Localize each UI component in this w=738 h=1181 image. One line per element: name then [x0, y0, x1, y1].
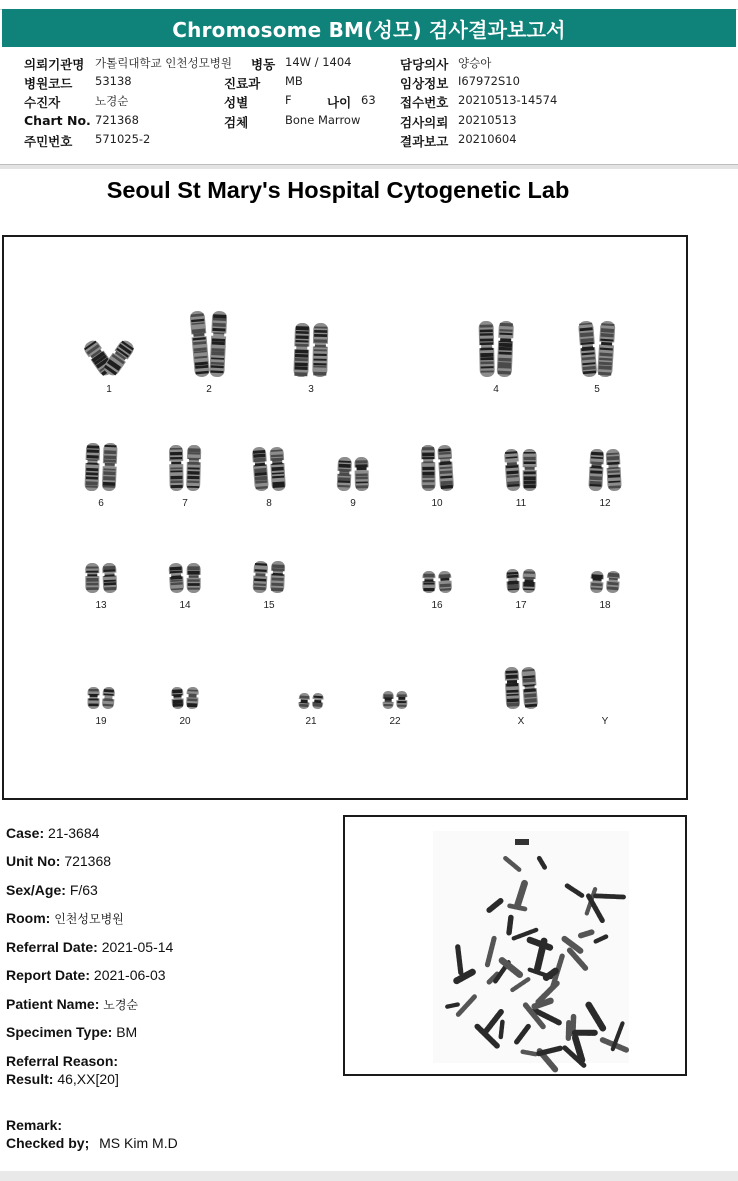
karyotype-result-value: 46,XX[20] [57, 1071, 119, 1087]
result-date-label: 결과보고 [400, 134, 449, 149]
info-row-2 [0, 74, 738, 93]
chromosome-label-2: 2 [206, 384, 212, 395]
karyogram [2, 235, 688, 800]
clinical-value: I67972S10 [458, 74, 520, 88]
metaphase-chromosome [581, 932, 592, 935]
chromosome-pair-X [503, 666, 539, 709]
clinical-label: 임상정보 [400, 76, 449, 91]
metaphase-chromosome [596, 896, 624, 897]
report-date-label: Report Date: [6, 967, 91, 983]
chromosome-pair-9 [336, 457, 370, 492]
chromosome-10a [420, 445, 437, 491]
metaphase-chromosome [523, 1052, 536, 1054]
unit-row [6, 853, 111, 869]
lab-title: Seoul St Mary's Hospital Cytogenetic Lab [106, 177, 570, 203]
chromosome-label-11: 11 [515, 498, 527, 509]
case-label: Case: [6, 825, 45, 841]
age-label: 나이 [327, 95, 352, 110]
metaphase-chromosome [510, 906, 525, 909]
chromosome-4b [496, 321, 515, 378]
chromosome-6b [101, 443, 119, 492]
chromosome-2b [208, 311, 228, 378]
case-value: 21-3684 [48, 825, 100, 841]
specimen-type-label: Specimen Type: [6, 1024, 113, 1040]
id-label: 주민번호 [24, 134, 73, 149]
ward-label: 병동 [251, 57, 276, 72]
chromosome-7b [185, 445, 202, 491]
chromosome-label-6: 6 [98, 498, 104, 509]
specimen-label: 검체 [224, 115, 249, 130]
chromosome-9a [336, 457, 353, 492]
chromosome-13a [84, 563, 100, 593]
specimen-row [6, 1024, 137, 1040]
specimen-value: Bone Marrow [285, 113, 361, 127]
chromosome-Xa [503, 667, 521, 710]
result-row [6, 1071, 119, 1087]
patient-info-panel [0, 48, 738, 165]
request-label: 검사의뢰 [400, 115, 449, 130]
sex-label: 성별 [224, 95, 249, 110]
chromosome-14a [167, 563, 185, 594]
sex-value: F [285, 93, 292, 107]
room-value: 인천성모병원 [54, 912, 124, 926]
chromosome-12a [587, 449, 605, 492]
checked-by-value: MS Kim M.D [99, 1135, 178, 1151]
chromosome-3b [311, 323, 329, 377]
chromosome-18a [589, 571, 605, 594]
chromosome-22b [395, 691, 408, 709]
chromosome-3a [292, 323, 311, 378]
metaphase-chromosome [458, 947, 461, 973]
patient-value: 노경순 [95, 94, 129, 108]
chromosome-pair-14 [167, 563, 201, 594]
metaphase-spread [343, 815, 687, 1076]
chromosome-18b [605, 570, 622, 593]
case-row [6, 825, 99, 841]
chromosome-5b [596, 321, 617, 378]
chromosome-label-20: 20 [179, 716, 191, 727]
chromosome-pair-20 [170, 687, 200, 710]
room-label: Room: [6, 910, 51, 926]
hospital-value: 가톨릭대학교 인천성모병원 [95, 56, 232, 70]
reason-row [6, 1053, 118, 1069]
chromosome-label-5: 5 [594, 384, 600, 395]
request-value: 20210513 [458, 113, 517, 127]
name-row [6, 996, 138, 1013]
chromosome-label-1: 1 [106, 384, 112, 395]
specimen-type-value: BM [116, 1024, 138, 1040]
chromosome-label-X: X [517, 716, 525, 727]
chromosome-22a [382, 691, 395, 709]
remark-label: Remark: [6, 1117, 63, 1133]
result-date-value: 20210604 [458, 132, 517, 146]
chromosome-label-13: 13 [95, 600, 107, 611]
report-date-value: 2021-06-03 [93, 967, 166, 983]
chromosome-label-16: 16 [431, 600, 443, 611]
metaphase-chromosome [509, 917, 511, 932]
chromosome-7a [168, 445, 185, 491]
sexage-label: Sex/Age: [6, 882, 66, 898]
chromosome-pair-19 [86, 687, 116, 710]
id-value: 571025-2 [95, 132, 151, 146]
remark-row [6, 1117, 62, 1133]
chromosome-17b [521, 569, 537, 593]
chromosome-21b [311, 692, 325, 709]
referral-value: 2021-05-14 [101, 939, 174, 955]
chromosome-label-4: 4 [493, 384, 499, 395]
info-row-4 [0, 113, 738, 132]
doctor-label: 담당의사 [400, 57, 449, 72]
chromosome-11a [503, 449, 522, 492]
code-value: 53138 [95, 74, 132, 88]
chromosome-14b [186, 563, 202, 593]
chromosome-label-3: 3 [308, 384, 314, 395]
chromosome-20b [185, 687, 200, 710]
bottom-strip [0, 1171, 738, 1181]
metaphase-chromosome [501, 1022, 503, 1037]
chromosome-2a [188, 310, 211, 377]
checked-row [6, 1135, 178, 1151]
dept-value: MB [285, 74, 303, 88]
patient-name-label: Patient Name: [6, 996, 100, 1012]
chromosome-pair-11 [503, 449, 538, 492]
chromosome-label-14: 14 [179, 600, 191, 611]
info-row-3 [0, 93, 738, 112]
chromosome-pair-3 [292, 323, 329, 378]
sexage-value: F/63 [69, 882, 98, 898]
info-row-5 [0, 132, 738, 151]
chromosome-12b [605, 449, 623, 492]
chromosome-pair-12 [587, 449, 623, 492]
unit-value: 721368 [64, 853, 112, 869]
chromosome-4a [478, 321, 496, 377]
report-title: Chromosome BM(성모) 검사결과보고서 [172, 17, 566, 42]
chromosome-pair-17 [505, 569, 537, 594]
chromosome-15b [269, 561, 286, 594]
sexage-row [6, 882, 98, 898]
cytogenetic-report [0, 169, 738, 1171]
chromosome-pair-15 [251, 561, 286, 594]
unit-label: Unit No: [6, 853, 61, 869]
chromosome-8b [268, 447, 287, 492]
chromosome-label-21: 21 [305, 716, 317, 727]
chromosome-pair-8 [251, 446, 287, 491]
room-row [6, 910, 124, 927]
chromosome-pair-22 [382, 691, 409, 709]
chromosome-11b [522, 449, 538, 491]
chromosome-label-18: 18 [599, 600, 611, 611]
chromosome-label-17: 17 [515, 600, 527, 611]
chart-value: 721368 [95, 113, 139, 127]
chromosome-pair-16 [421, 571, 453, 594]
chromosome-pair-7 [168, 445, 202, 491]
chromosome-label-Y: Y [601, 716, 609, 727]
chromosome-16b [437, 571, 453, 594]
referral-reason-label: Referral Reason: [6, 1053, 119, 1069]
chromosome-8a [251, 446, 270, 491]
patient-name-value: 노경순 [103, 998, 139, 1012]
chromosome-10b [436, 445, 455, 492]
report-title-bar [2, 9, 736, 47]
chromosome-20a [170, 687, 185, 710]
patient-label: 수진자 [24, 95, 61, 110]
accession-label: 접수번호 [400, 95, 449, 110]
chromosome-pair-21 [297, 692, 325, 709]
chromosome-label-12: 12 [599, 498, 611, 509]
checked-by-label: Checked by; [6, 1135, 90, 1151]
hospital-label: 의뢰기관명 [24, 57, 85, 72]
chromosome-13b [101, 563, 118, 594]
chromosome-19a [86, 687, 100, 709]
info-row-1 [0, 55, 738, 74]
metaphase-chromosome [447, 1004, 457, 1006]
chromosome-9b [353, 457, 370, 491]
chromosome-label-15: 15 [263, 600, 275, 611]
chromosome-6a [83, 443, 101, 492]
age-value: 63 [361, 93, 376, 107]
chromosome-pair-10 [420, 445, 455, 492]
chromosome-16a [421, 571, 436, 593]
accession-value: 20210513-14574 [458, 93, 558, 107]
chromosome-pair-13 [84, 563, 118, 594]
chromosome-pair-18 [589, 570, 622, 593]
chromosome-19b [101, 687, 116, 710]
chromosome-label-7: 7 [182, 498, 188, 509]
chromosome-15a [251, 561, 269, 594]
referral-label: Referral Date: [6, 939, 98, 955]
chromosome-label-8: 8 [266, 498, 272, 509]
chromosome-label-22: 22 [389, 716, 401, 727]
chromosome-label-9: 9 [350, 498, 356, 509]
chromosome-pair-2 [188, 310, 228, 377]
karyogram-image [4, 237, 686, 798]
chromosome-17a [505, 569, 521, 594]
code-label: 병원코드 [24, 76, 73, 91]
chromosome-pair-5 [577, 320, 617, 377]
chromosome-label-10: 10 [431, 498, 443, 509]
chromosome-pair-1 [81, 337, 137, 378]
chromosome-pair-4 [478, 321, 515, 378]
chart-label: Chart No. [24, 113, 91, 128]
chromosome-21a [297, 693, 311, 710]
chromosome-pair-6 [83, 443, 118, 492]
report-date-row [6, 967, 166, 983]
ward-value: 14W / 1404 [285, 55, 352, 69]
metaphase-chromosome [515, 839, 529, 845]
metaphase-image [345, 817, 685, 1074]
chromosome-Xb [520, 666, 539, 709]
doctor-value: 양승아 [458, 56, 492, 70]
chromosome-5a [577, 320, 598, 377]
referral-row [6, 939, 173, 955]
chromosome-label-19: 19 [95, 716, 107, 727]
dept-label: 진료과 [224, 76, 261, 91]
karyotype-result-label: Result: [6, 1071, 54, 1087]
